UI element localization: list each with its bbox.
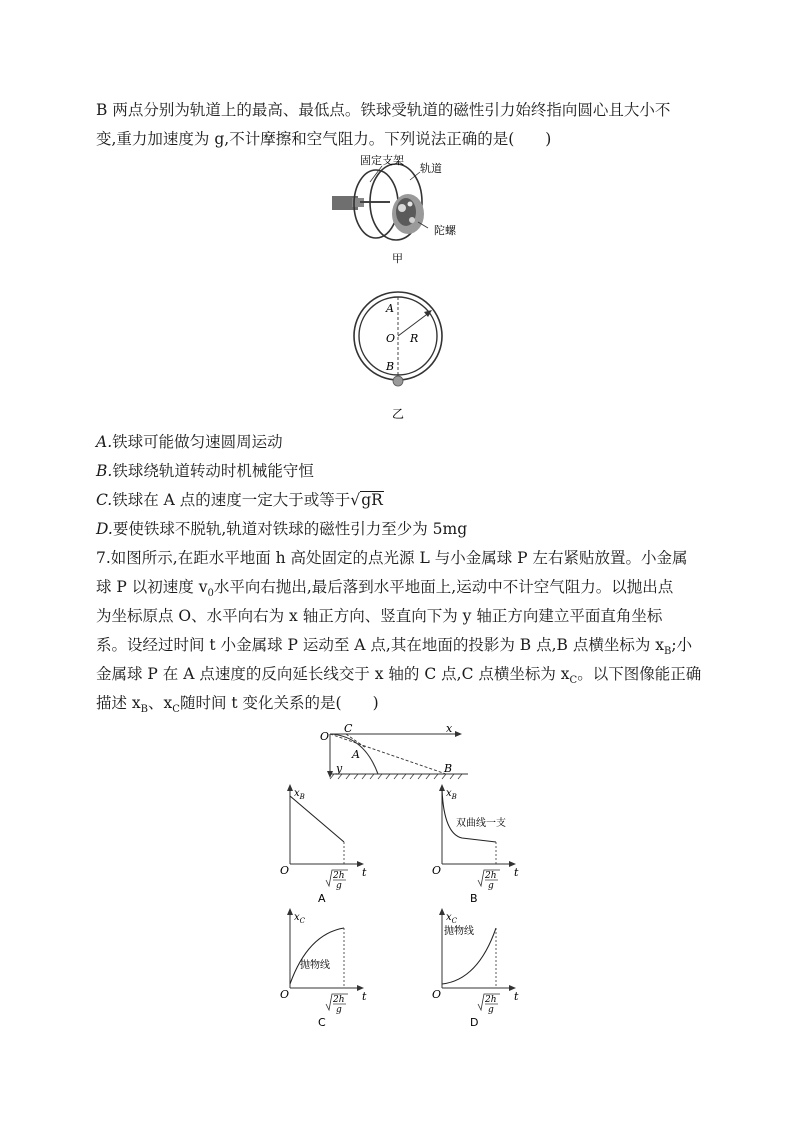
q6-option-b: B.铁球绕轨道转动时机械能守恒 — [96, 462, 314, 480]
label-O: O — [386, 332, 396, 345]
y-label: $x_B$ — [446, 788, 457, 801]
q6-stem-line2: 变,重力加速度为 g,不计摩擦和空气阻力。下列说法正确的是( ) — [96, 130, 552, 148]
tick-numerator: 2h — [485, 995, 497, 1005]
y-axis-arrow — [287, 908, 293, 915]
t-label: t — [362, 990, 367, 1003]
y-axis-arrow — [439, 784, 445, 791]
t-label: t — [362, 866, 367, 879]
origin-label: O — [280, 988, 290, 1001]
graph-option-c — [272, 906, 372, 1030]
y-label: $x_C$ — [294, 912, 305, 925]
tick-denominator: g — [336, 1005, 342, 1015]
y-label: $x_C$ — [446, 912, 457, 925]
q7-line6: 描述 $x_B$、$x_C$随时间 t 变化关系的是( ) — [96, 694, 379, 716]
caption-yi: 乙 — [392, 407, 405, 421]
q6-stem-line1: B 两点分别为轨道上的最高、最低点。铁球受轨道的磁性引力始终指向圆心且大小不 — [96, 101, 671, 119]
tick-denominator: g — [336, 881, 342, 891]
origin-label: O — [432, 988, 442, 1001]
graph-curve — [290, 796, 344, 842]
graph-caption: B — [470, 892, 478, 905]
label-fixed-bracket: 固定支架 — [360, 154, 404, 167]
origin-label: O — [432, 864, 442, 877]
photo-gyroscope-track — [330, 152, 470, 264]
iron-ball — [393, 376, 403, 386]
q7-line2: 球 P 以初速度 $v_0$水平向右抛出,最后落到水平地面上,运动中不计空气阻力。以抛出点 — [96, 578, 674, 600]
q6-option-c: C.铁球在 A 点的速度一定大于或等于√gR — [96, 491, 383, 509]
fig-label-O: O — [320, 730, 330, 743]
q7-line5: 金属球 P 在 A 点速度的反向延长线交于 x 轴的 C 点,C 点横坐标为 $x_C$。以下图像能正确 — [96, 665, 702, 687]
label-A: A — [386, 302, 394, 315]
t-label: t — [514, 990, 519, 1003]
graph-option-b — [424, 782, 534, 906]
fig-label-y: y — [336, 762, 343, 775]
graph-option-a — [272, 782, 372, 906]
q7-line1: 7.如图所示,在距水平地面 h 高处固定的点光源 L 与小金属球 P 左右紧贴放置。小金属 — [96, 549, 688, 567]
graph-caption: A — [318, 892, 326, 905]
y-label: $x_B$ — [294, 788, 305, 801]
light-ray — [330, 734, 446, 774]
q7-projectile-figure — [318, 722, 478, 780]
t-label: t — [514, 866, 519, 879]
label-track: 轨道 — [420, 162, 442, 175]
fig-label-x: x — [446, 722, 453, 735]
label-gyroscope: 陀螺 — [434, 224, 456, 237]
tick-numerator: 2h — [333, 995, 345, 1005]
diagram-circle-track — [350, 290, 450, 421]
curve-note: 抛物线 — [444, 926, 474, 937]
q7-line4: 系。设经过时间 t 小金属球 P 运动至 A 点,其在地面的投影为 B 点,B 点横坐标为 $x_B$;小 — [96, 636, 693, 658]
y-axis-arrow — [439, 908, 445, 915]
tick-denominator: g — [488, 881, 494, 891]
curve-note: 双曲线一支 — [456, 818, 506, 829]
label-R: R — [410, 332, 419, 345]
tick-denominator: g — [488, 1005, 494, 1015]
q6-option-d: D.要使铁球不脱轨,轨道对铁球的磁性引力至少为 5mg — [96, 520, 468, 538]
graph-caption: D — [470, 1016, 479, 1029]
tick-numerator: 2h — [333, 871, 345, 881]
q7-line3: 为坐标原点 O、水平向右为 x 轴正方向、竖直向下为 y 轴正方向建立平面直角坐标 — [96, 607, 663, 625]
fig-label-A: A — [352, 748, 360, 761]
fig-label-C: C — [344, 722, 353, 735]
origin-label: O — [280, 864, 290, 877]
sqrt-gR: √gR — [350, 491, 383, 509]
curve-note: 抛物线 — [300, 960, 330, 971]
fig-label-B: B — [444, 762, 453, 775]
graph-option-d — [424, 906, 534, 1030]
label-B: B — [386, 360, 395, 373]
q6-option-a: A.铁球可能做匀速圆周运动 — [96, 433, 283, 451]
y-axis-arrow — [287, 784, 293, 791]
graph-curve — [290, 928, 344, 984]
graph-caption: C — [318, 1016, 326, 1029]
tick-numerator: 2h — [485, 871, 497, 881]
caption-jia: 甲 — [392, 252, 403, 265]
